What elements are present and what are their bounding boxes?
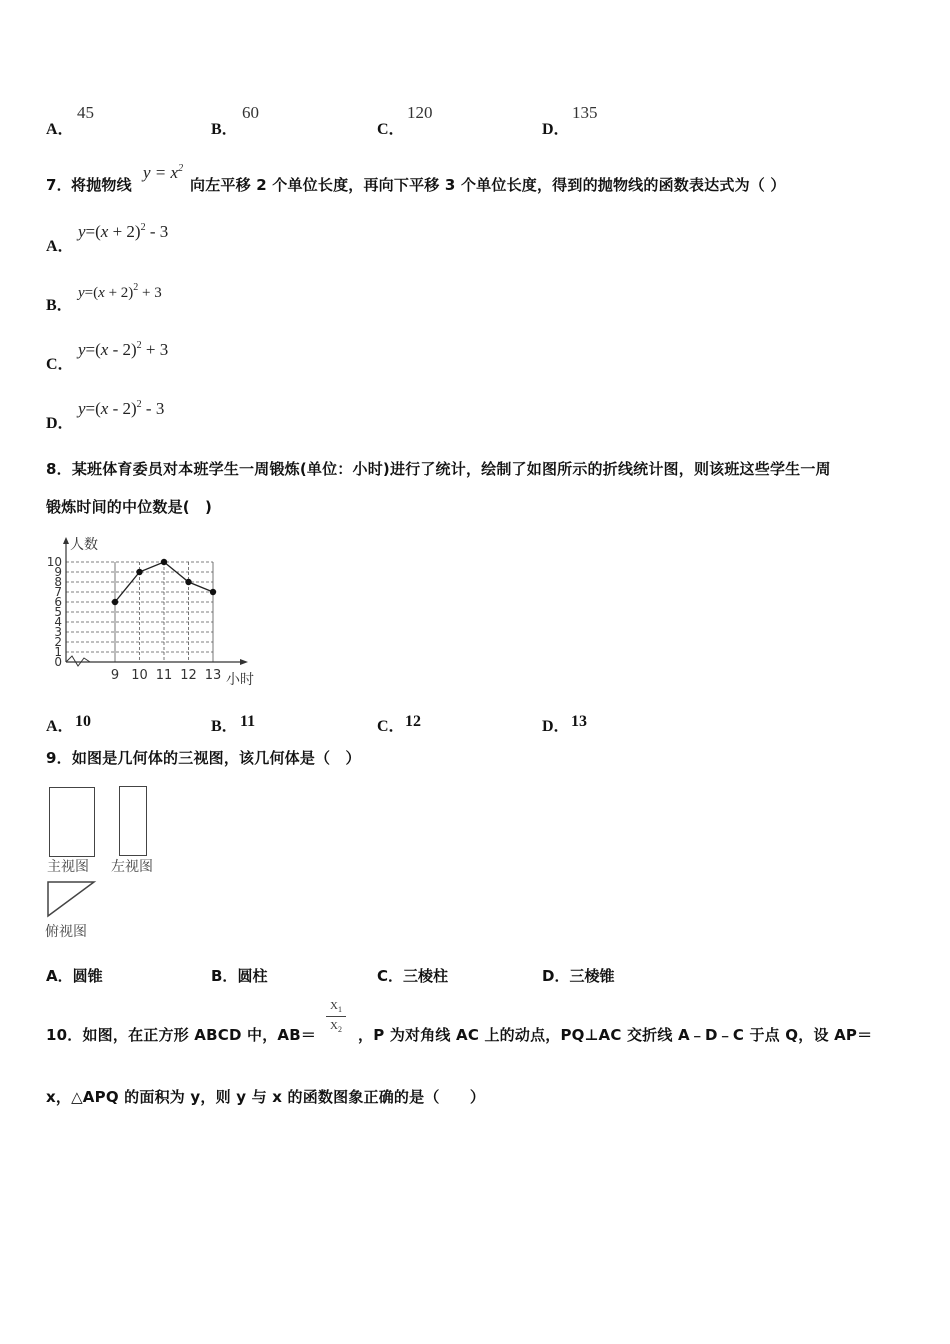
q6-option-d-value: 135 — [572, 103, 598, 122]
y-tick-label: 9 — [54, 565, 62, 579]
x-axis-arrow — [240, 659, 248, 665]
q8-option-c-text: 12 — [405, 713, 421, 730]
q7-option-c-formula: y=(x - 2)$^2$ + 3 — [78, 340, 169, 359]
q7-option-b-label: B． — [46, 297, 73, 314]
q7-prefix: 将抛物线 — [71, 176, 132, 194]
x-axis-title: 小时 — [226, 672, 254, 687]
q10-fraction: $\frac{X_1}{X_2}$ — [326, 1000, 346, 1034]
axis-break — [66, 656, 90, 666]
y-tick-label: 7 — [54, 585, 62, 599]
q8-option-a-text: 10 — [75, 713, 91, 730]
y-axis-arrow — [63, 537, 69, 544]
data-point — [112, 599, 118, 605]
y-tick-label: 3 — [54, 625, 62, 639]
q10-line2: x，△APQ 的面积为 y，则 y 与 x 的函数图象正确的是（ ） — [46, 1088, 486, 1106]
line-chart — [40, 532, 265, 687]
y-tick-label: 8 — [54, 575, 62, 589]
x-tick-label: 10 — [131, 668, 148, 683]
q8-option-c-label: C． — [377, 718, 405, 735]
top-view-triangle — [46, 880, 98, 920]
q8-option-b-label: B． — [211, 718, 238, 735]
q6-option-a-label: A． — [46, 121, 74, 138]
q9-option-b: B．圆柱 — [211, 967, 268, 985]
q6-option-c-value: 120 — [407, 103, 433, 122]
q7-suffix: 向左平移 2 个单位长度，再向下平移 3 个单位长度，得到的抛物线的函数表达式为（ ） — [190, 176, 786, 194]
q8-option-b-text: 11 — [240, 713, 256, 730]
q9-option-a: A．圆锥 — [46, 967, 103, 985]
q9-option-c: C．三棱柱 — [377, 967, 449, 985]
q6-option-b-label: B． — [211, 121, 238, 138]
q7-formula: $y = x^2$ — [143, 163, 184, 182]
y-tick-label: 5 — [54, 605, 62, 619]
front-view-rect — [49, 787, 95, 857]
y-tick-label: 2 — [54, 635, 62, 649]
q8-option-a-label: A． — [46, 718, 74, 735]
data-point — [210, 589, 216, 595]
q7-option-a-label: A． — [46, 238, 74, 255]
x-tick-label: 11 — [155, 668, 173, 683]
y-tick-label: 1 — [54, 645, 62, 659]
y-tick-label: 0 — [54, 655, 62, 669]
y-tick-label: 10 — [46, 555, 62, 569]
x-tick-label: 9 — [110, 668, 120, 683]
q6-option-c-label: C． — [377, 121, 405, 138]
x-tick-label: 13 — [204, 668, 222, 683]
y-tick-label: 4 — [54, 615, 62, 629]
q8-option-d-label: D． — [542, 718, 570, 735]
front-view-caption: 主视图 — [47, 859, 89, 875]
q7-option-c-label: C． — [46, 356, 74, 373]
q7-option-a-formula: $y=(x + 2)^2 - 3$ — [78, 222, 169, 241]
q9-option-d: D．三棱锥 — [542, 967, 615, 985]
data-point — [185, 579, 191, 585]
q9-question: 9．如图是几何体的三视图，该几何体是（ ） — [46, 749, 361, 767]
top-view-caption: 俯视图 — [45, 924, 87, 940]
q7-number: 7． — [46, 176, 72, 194]
left-view-caption: 左视图 — [111, 859, 153, 875]
q6-option-d-label: D． — [542, 121, 570, 138]
q7-option-d-label: D． — [46, 415, 74, 432]
q6-option-a-value: 45 — [77, 103, 94, 122]
q8-option-d-text: 13 — [571, 713, 587, 730]
q8-line1: 8．某班体育委员对本班学生一周锻炼(单位：小时)进行了统计，绘制了如图所示的折线统计图，则该班这些学生一周 — [46, 460, 831, 478]
x-tick-label: 12 — [180, 668, 197, 683]
q10-part1: 10．如图，在正方形 ABCD 中，AB＝ — [46, 1026, 317, 1044]
q8-line2: 锻炼时间的中位数是( ) — [46, 498, 213, 516]
data-point — [136, 569, 142, 575]
y-axis-title: 人数 — [70, 537, 98, 553]
q7-option-b-formula: $y=(x + 2)^2 + 3$ — [78, 282, 162, 301]
y-tick-label: 6 — [54, 595, 62, 609]
q6-option-b-value: 60 — [242, 103, 259, 122]
q7-option-d-formula: y=(x - 2)$^2$ - 3 — [78, 399, 165, 418]
left-view-rect — [119, 786, 147, 856]
q10-part2: ，P 为对角线 AC 上的动点，PQ⊥AC 交折线 A﹣D﹣C 于点 Q，设 AP＝ — [358, 1026, 873, 1044]
data-point — [161, 559, 167, 565]
